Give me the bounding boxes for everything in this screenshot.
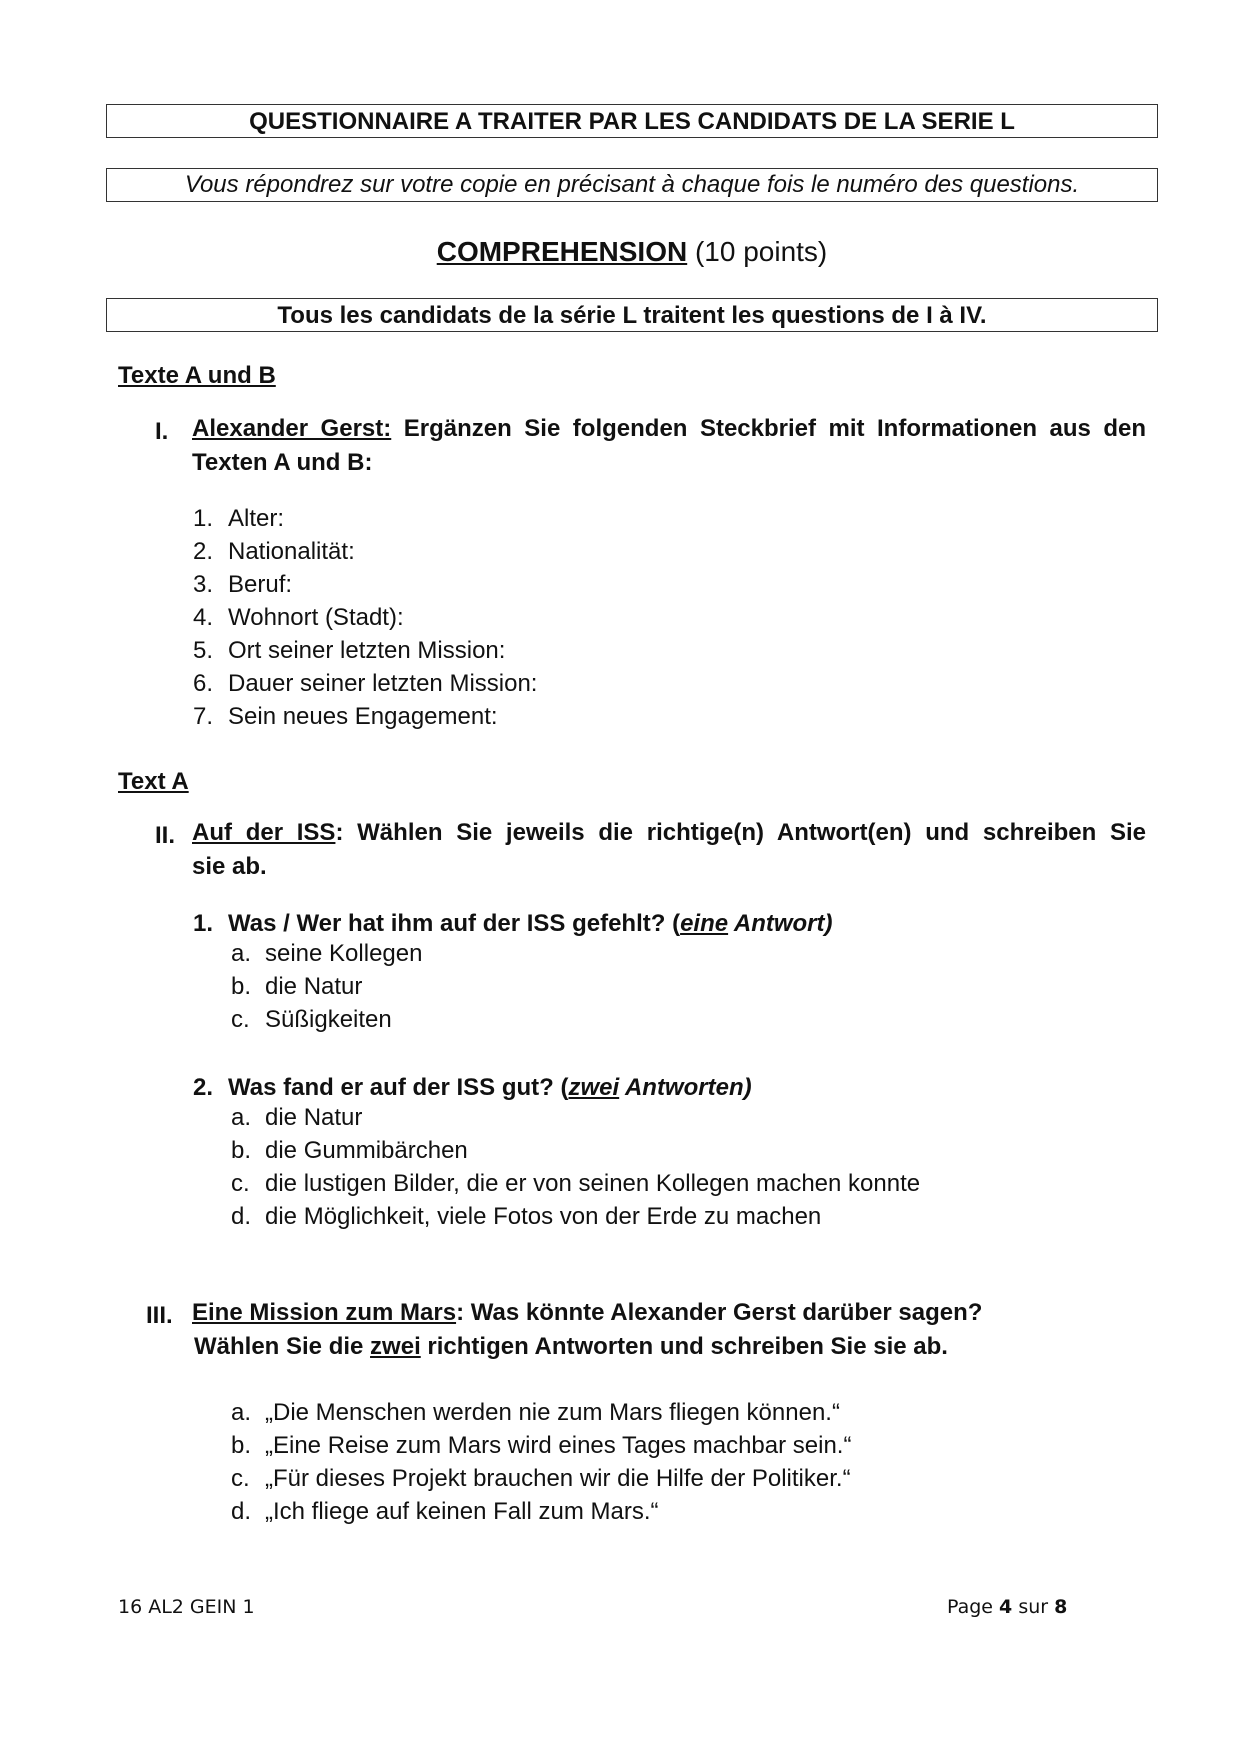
sub-question-tail: Antworten) [619,1074,752,1101]
option-label: die lustigen Bilder, die er von seinen Kollegen machen konnte [265,1170,921,1197]
page-prefix: Page [947,1596,1000,1618]
list-num: 1. [193,505,214,532]
list-item [193,535,355,568]
list-num: 2. [193,538,214,565]
question-3-line2 [194,1330,948,1364]
option-label: die Gummibärchen [265,1137,468,1164]
question-3-text: : Was könnte Alexander Gerst darüber sagen? [456,1299,983,1326]
list-label: Dauer seiner letzten Mission: [228,670,538,697]
option-label: „Die Menschen werden nie zum Mars fliegen können.“ [265,1399,840,1426]
page-current: 4 [999,1596,1013,1618]
sub-question-emph: zwei [568,1074,620,1101]
option-num: c. [231,1465,250,1492]
sub-question-2 [193,1074,752,1102]
option-item [231,1462,851,1495]
series-box: QUESTIONNAIRE A TRAITER PAR LES CANDIDATS DE LA SERIE L [106,104,1158,138]
sub-question-emph: eine [680,910,729,937]
instruction-box: Vous répondrez sur votre copie en précisant à chaque fois le numéro des questions. [106,168,1158,202]
list-item [193,502,284,535]
option-num: b. [231,1137,252,1164]
list-label: Nationalität: [228,538,355,565]
section-points: (10 points) [694,236,828,267]
list-num: 7. [193,703,214,730]
option-num: b. [231,1432,252,1459]
footer-page-number [947,1596,1067,1618]
option-label: „Eine Reise zum Mars wird eines Tages machbar sein.“ [265,1432,852,1459]
list-item [193,568,292,601]
question-3-line2-pre: Wählen Sie die [194,1333,371,1360]
option-num: a. [231,1104,252,1131]
sub-question-tail: Antwort) [728,910,833,937]
option-num: c. [231,1006,250,1033]
list-label: Wohnort (Stadt): [228,604,404,631]
option-label: die Möglichkeit, viele Fotos von der Erde zu machen [265,1203,822,1230]
option-num: d. [231,1498,252,1525]
sub-question-num: 1. [193,910,214,937]
question-1-line1 [192,412,1146,446]
option-item [231,970,362,1003]
option-item [231,1134,468,1167]
question-1-topic: Alexander Gerst: [192,415,392,442]
option-item [231,1396,840,1429]
sub-question-text: Was / Wer hat ihm auf der ISS gefehlt? ( [228,910,681,937]
list-label: Beruf: [228,571,293,598]
option-item [231,1200,821,1233]
list-item [193,700,498,733]
list-num: 3. [193,571,214,598]
option-label: die Natur [265,973,363,1000]
list-item [193,667,537,700]
page-mid: sur [1012,1596,1055,1618]
question-3-line2-emph: zwei [370,1333,421,1360]
list-label: Sein neues Engagement: [228,703,498,730]
heading-texte-a-und-b: Texte A und B [118,362,276,389]
option-label: Süßigkeiten [265,1006,392,1033]
question-3-line2-post: richtigen Antworten und schreiben Sie sie ab. [420,1333,948,1360]
scope-box: Tous les candidats de la série L traitent les questions de I à IV. [106,298,1158,332]
question-2-line2: sie ab. [192,853,267,880]
question-3-number: III. [146,1302,173,1329]
list-num: 4. [193,604,214,631]
option-item [231,937,422,970]
question-1-line2: Texten A und B: [192,449,373,476]
question-2-colon: : [335,819,344,846]
section-title-text: COMPREHENSION [436,236,688,267]
list-label: Ort seiner letzten Mission: [228,637,506,664]
question-1-text: Ergänzen Sie folgenden Steckbrief mit Informationen aus den [403,415,1147,442]
option-item [231,1167,920,1200]
question-1-number: I. [155,418,169,445]
option-item [231,1101,362,1134]
option-item [231,1495,658,1528]
list-item [193,601,404,634]
section-title [106,236,1158,268]
question-2-number: II. [155,822,176,849]
question-2-text: Wählen Sie jeweils die richtige(n) Antwort(en) und schreiben Sie [357,819,1147,846]
list-label: Alter: [228,505,285,532]
sub-question-1 [193,910,833,938]
option-label: „Ich fliege auf keinen Fall zum Mars.“ [265,1498,659,1525]
list-num: 6. [193,670,214,697]
option-item [231,1429,851,1462]
option-num: d. [231,1203,252,1230]
footer-code: 16 AL2 GEIN 1 [118,1596,255,1618]
question-2-topic: Auf der ISS [192,819,336,846]
option-num: a. [231,1399,252,1426]
option-label: seine Kollegen [265,940,423,967]
option-item [231,1003,392,1036]
question-2-line1 [192,816,1146,850]
list-num: 5. [193,637,214,664]
heading-text-a: Text A [118,768,189,795]
option-label: „Für dieses Projekt brauchen wir die Hilfe der Politiker.“ [265,1465,851,1492]
sub-question-num: 2. [193,1074,214,1101]
option-num: c. [231,1170,250,1197]
option-num: b. [231,973,252,1000]
list-item [193,634,505,667]
page-total: 8 [1054,1596,1068,1618]
option-num: a. [231,940,252,967]
question-3-topic: Eine Mission zum Mars [192,1299,457,1326]
option-label: die Natur [265,1104,363,1131]
question-3-line1 [192,1296,982,1330]
sub-question-text: Was fand er auf der ISS gut? ( [228,1074,569,1101]
